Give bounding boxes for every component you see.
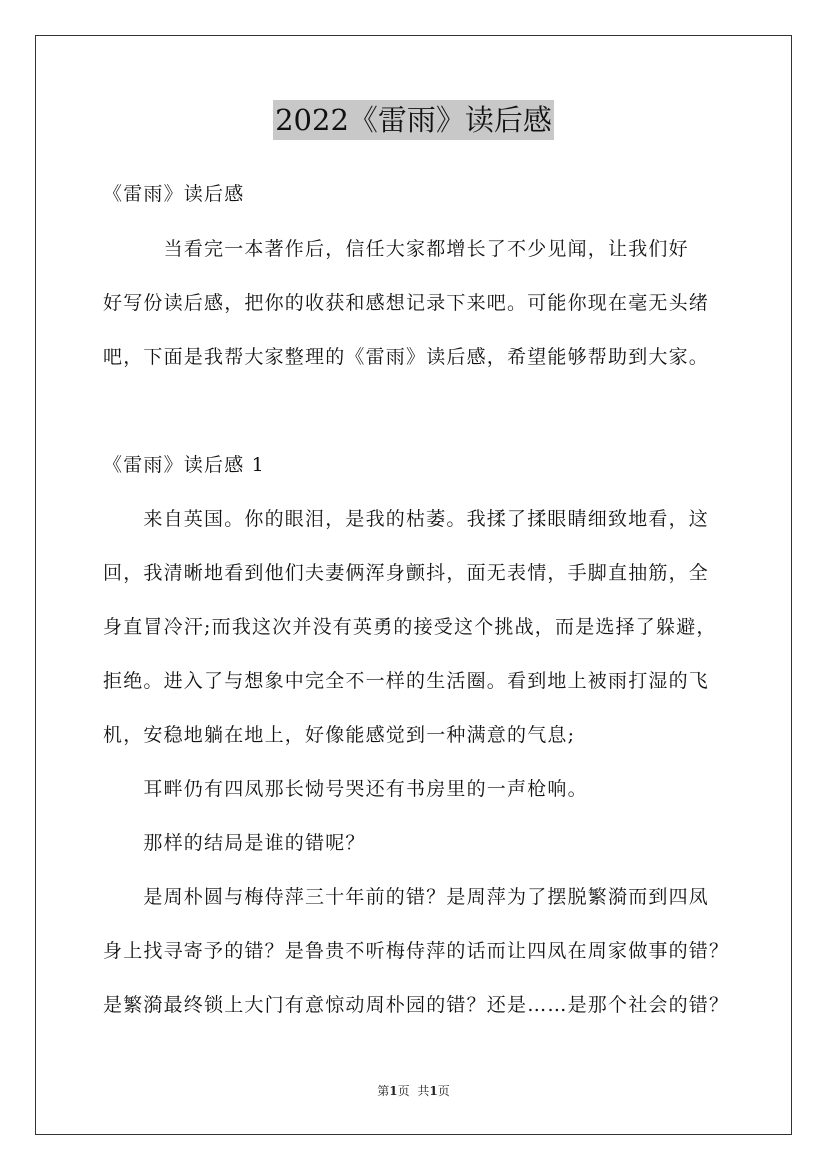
paragraph-line: 来自英国。你的眼泪，是我的枯萎。我揉了揉眼睛细致地看，这 xyxy=(103,508,710,530)
intro-line: 好写份读后感，把你的收获和感想记录下来吧。可能你现在毫无头绪 xyxy=(103,292,710,314)
intro-line: 当看完一本著作后，信任大家都增长了不少见闻，让我们好 xyxy=(103,238,689,260)
paragraph-line: 回，我清晰地看到他们夫妻俩浑身颤抖，面无表情，手脚直抽筋，全 xyxy=(103,562,710,584)
paragraph-line: 身直冒冷汗;而我这次并没有英勇的接受这个挑战，而是选择了躲避， xyxy=(103,616,717,638)
total-label-prefix: 共 xyxy=(417,1084,430,1098)
paragraph-line: 拒绝。进入了与想象中完全不一样的生活圈。看到地上被雨打湿的飞 xyxy=(103,670,710,692)
intro-line: 吧，下面是我帮大家整理的《雷雨》读后感，希望能够帮助到大家。 xyxy=(103,346,710,368)
paragraph-line: 身上找寻寄予的错？是鲁贵不听梅侍萍的话而让四凤在周家做事的错？ xyxy=(103,940,730,962)
document-title: 2022《雷雨》读后感 xyxy=(273,100,554,140)
page-number: 1 xyxy=(389,1084,398,1098)
page-footer xyxy=(0,1083,827,1099)
document-subtitle: 《雷雨》读后感 xyxy=(103,183,245,205)
section-heading: 《雷雨》读后感 1 xyxy=(103,454,265,476)
total-label-suffix: 页 xyxy=(437,1084,450,1098)
paragraph-line: 耳畔仍有四凤那长恸号哭还有书房里的一声枪响。 xyxy=(103,778,588,800)
paragraph-line: 是繁漪最终锁上大门有意惊动周朴园的错？还是……是那个社会的错？ xyxy=(103,994,730,1016)
title-container xyxy=(0,100,827,140)
paragraph-line: 机，安稳地躺在地上，好像能感觉到一种满意的气息; xyxy=(103,724,576,746)
page-label-suffix: 页 xyxy=(397,1084,410,1098)
paragraph-line: 那样的结局是谁的错呢？ xyxy=(103,832,366,854)
paragraph-line: 是周朴圆与梅侍萍三十年前的错？是周萍为了摆脱繁漪而到四凤 xyxy=(103,886,710,908)
page-label-prefix: 第 xyxy=(377,1084,390,1098)
total-pages: 1 xyxy=(429,1084,438,1098)
